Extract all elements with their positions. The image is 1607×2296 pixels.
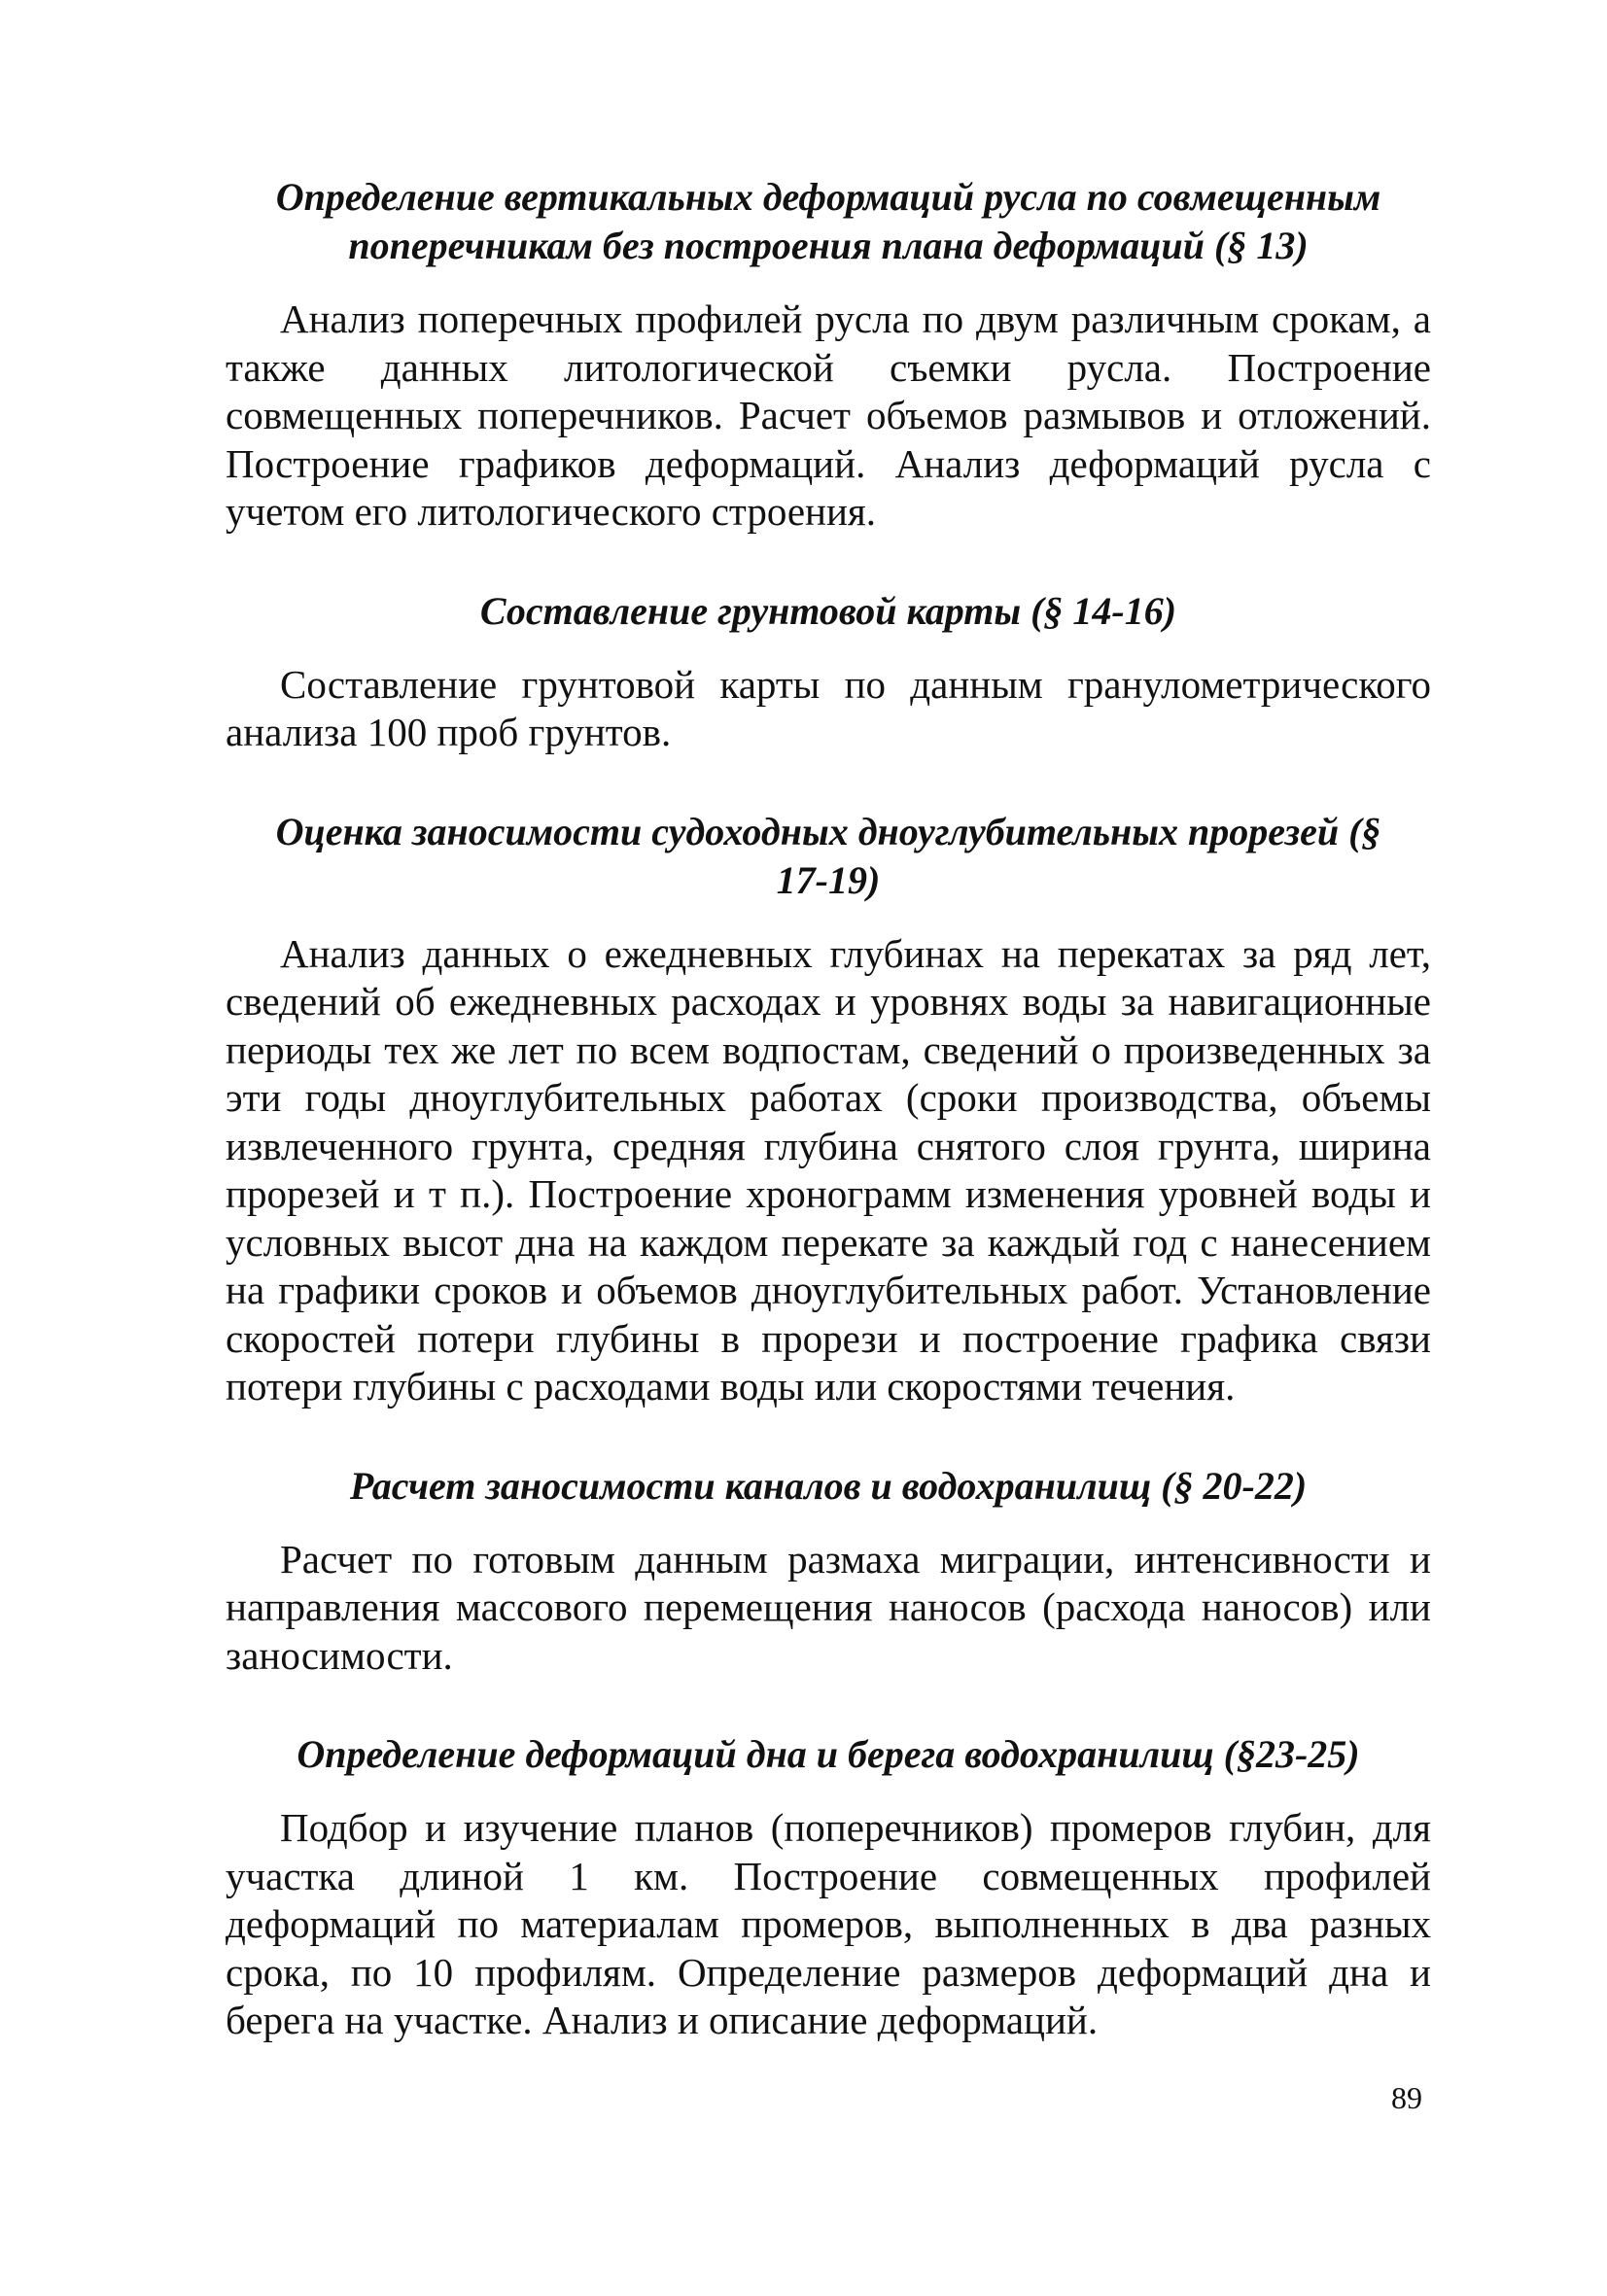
page-content — [226, 173, 1431, 2045]
page-number: 89 — [1391, 2080, 1422, 2115]
section-heading-vertical-deformations: Определение вертикальных деформаций русла по совмещенным поперечникам без построения плана деформаций (§ 13) — [275, 175, 1381, 267]
section-heading-reservoir-deformations: Определение деформаций дна и берега водохранилищ (§23-25) — [297, 1732, 1360, 1776]
section-body-channel-siltation: Анализ данных о ежедневных глубинах на перекатах за ряд лет, сведений об ежедневных расходах и уровнях воды за навигационные периоды тех же лет по всем водпостам, сведений о произведенных за эти годы дноуглубительных работах (сроки производства, объемы извлеченного грунта, средняя глубина снятого слоя грунта, ширина прорезей и т п.). Построение хронограмм изменения уровней воды и условных высот дна на каждом перекате за каждый год с нанесением на графики сроков и объемов дноуглубительных работ. Установление скоростей потери глубины в прорези и построение графика связи потери глубины с расходами воды или скоростями течения. — [226, 930, 1431, 1409]
section-body-soil-map: Составление грунтовой карты по данным гранулометрического анализа 100 проб грунтов. — [226, 661, 1431, 754]
section-heading-canal-siltation: Расчет заносимости каналов и водохранилищ (§ 20-22) — [349, 1463, 1308, 1508]
section-heading-soil-map: Составление грунтовой карты (§ 14-16) — [479, 588, 1177, 633]
section-body-canal-siltation: Расчет по готовым данным размаха миграции, интенсивности и направления массового перемещения наносов (расхода наносов) или заносимости. — [226, 1536, 1431, 1678]
section-heading-channel-siltation: Оценка заносимости судоходных дноуглубительных прорезей (§ 17-19) — [275, 809, 1381, 902]
section-body-reservoir-deformations: Подбор и изучение планов (поперечников) промеров глубин, для участка длиной 1 км. Построение совмещенных профилей деформаций по материалам промеров, выполненных в два разных срока, по 10 профилям. Определение размеров деформаций дна и берега на участке. Анализ и описание деформаций. — [226, 1805, 1431, 2042]
section-body-vertical-deformations: Анализ поперечных профилей русла по двум различным срокам, а также данных литологической съемки русла. Построение совмещенных поперечников. Расчет объемов размывов и отложений. Построение графиков деформаций. Анализ деформаций русла с учетом его литологического строения. — [226, 296, 1431, 534]
